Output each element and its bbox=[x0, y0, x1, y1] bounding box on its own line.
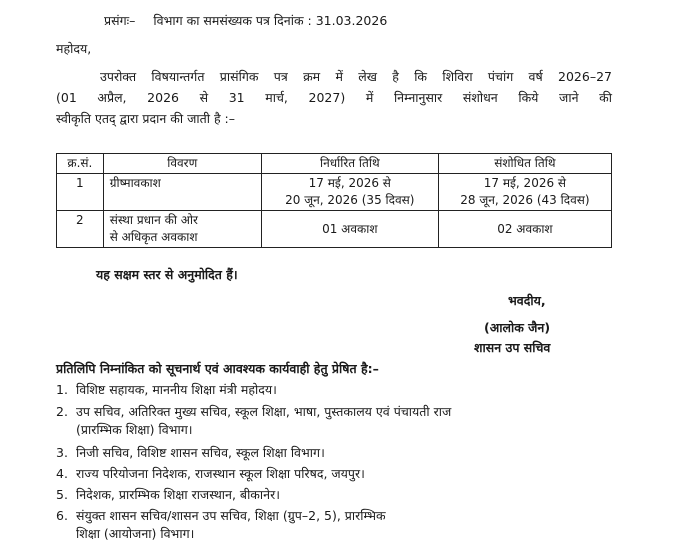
intro-line-3: स्वीकृति एतद् द्वारा प्रदान की जाती है :– bbox=[56, 111, 236, 126]
header-fixed-date: निर्धारित तिथि bbox=[261, 154, 438, 174]
cell-description-line-2: से अधिकृत अवकाश bbox=[109, 230, 198, 244]
cell-fixed-date-line-1: 17 मई, 2026 से bbox=[308, 176, 391, 190]
table-header-row bbox=[57, 154, 612, 174]
signatory-name: (आलोक जैन) bbox=[484, 320, 551, 335]
header-sno: क्र.सं. bbox=[57, 154, 104, 174]
table-row bbox=[57, 174, 612, 211]
closing: भवदीय, bbox=[508, 293, 546, 308]
table-row bbox=[57, 211, 612, 248]
salutation: महोदय, bbox=[56, 41, 92, 56]
list-item: 5. निदेशक, प्रारम्भिक शिक्षा राजस्थान, बीकानेर। bbox=[56, 487, 280, 502]
intro-line-1: उपरोक्त विषयान्तर्गत प्रासंगिक पत्र क्रम में लेख है कि शिविरा पंचांग वर्ष 2026–27 bbox=[100, 69, 612, 84]
list-item: 1. विशिष्ट सहायक, माननीय शिक्षा मंत्री महोदय। bbox=[56, 382, 277, 397]
cell-revised-date: 02 अवकाश bbox=[438, 211, 611, 248]
amendment-table bbox=[56, 153, 612, 248]
list-item: 6. संयुक्त शासन सचिव/शासन उप सचिव, शिक्षा (ग्रुप–2, 5), प्रारम्भिक bbox=[56, 508, 386, 523]
cell-fixed-date: 01 अवकाश bbox=[261, 211, 438, 248]
list-item: 3. निजी सचिव, विशिष्ट शासन सचिव, स्कूल शिक्षा विभाग। bbox=[56, 445, 325, 460]
cell-revised-date-line-2: 28 जून, 2026 (43 दिवस) bbox=[460, 193, 590, 207]
cell-sno: 1 bbox=[57, 174, 104, 211]
header-revised-date: संशोधित तिथि bbox=[438, 154, 611, 174]
reference-text: विभाग का समसंख्यक पत्र दिनांक : 31.03.2026 bbox=[153, 13, 388, 28]
signatory-designation: शासन उप सचिव bbox=[474, 340, 551, 355]
cell-description: ग्रीष्मावकाश bbox=[103, 174, 261, 211]
cell-revised-date-line-1: 17 मई, 2026 से bbox=[483, 176, 567, 190]
cell-description-line-1: संस्था प्रधान की ओर bbox=[109, 213, 198, 227]
list-item-continuation: (प्रारम्भिक शिक्षा) विभाग। bbox=[76, 422, 193, 437]
header-description: विवरण bbox=[103, 154, 261, 174]
list-item-continuation: शिक्षा (आयोजना) विभाग। bbox=[76, 526, 195, 541]
list-item: 4. राज्य परियोजना निदेशक, राजस्थान स्कूल शिक्षा परिषद, जयपुर। bbox=[56, 466, 365, 481]
reference-label: प्रसंगः– bbox=[104, 13, 136, 28]
cell-sno: 2 bbox=[57, 211, 104, 248]
cell-revised-date bbox=[438, 174, 611, 211]
reference-line bbox=[104, 12, 387, 29]
cell-description bbox=[103, 211, 261, 248]
list-item: 2. उप सचिव, अतिरिक्त मुख्य सचिव, स्कूल शिक्षा, भाषा, पुस्तकालय एवं पंचायती राज bbox=[56, 404, 452, 419]
cell-fixed-date bbox=[261, 174, 438, 211]
cell-fixed-date-line-2: 20 जून, 2026 (35 दिवस) bbox=[285, 193, 415, 207]
copy-heading: प्रतिलिपि निम्नांकित को सूचनार्थ एवं आवश्यक कार्यवाही हेतु प्रेषित है:– bbox=[56, 361, 379, 376]
intro-line-2: (01 अप्रैल, 2026 से 31 मार्च, 2027) में निम्नानुसार संशोधन किये जाने की bbox=[56, 90, 612, 105]
intro-paragraph bbox=[56, 66, 612, 129]
approval-note: यह सक्षम स्तर से अनुमोदित हैं। bbox=[96, 267, 238, 282]
